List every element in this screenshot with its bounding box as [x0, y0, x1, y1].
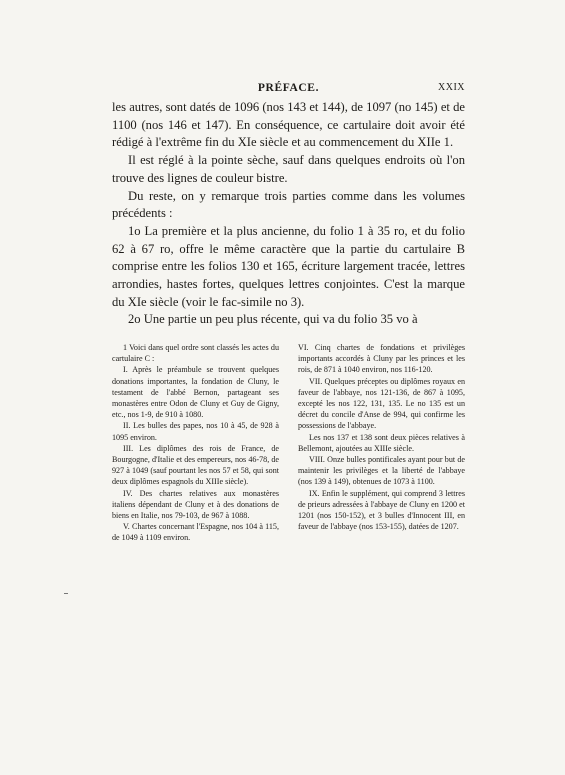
paragraph-part-one: 1o La première et la plus ancienne, du folio 1 à 35 ro, et du folio 62 à 67 ro, offre le même caractère que la partie du cartulaire B comprise entre les folios 130 et 165, écriture largement tracée, lettres arrondies, hastes fortes, quelques lettres conjointes. C'est la marque du XIe siècle (voir le fac-simile no 3).: [112, 223, 465, 309]
footnote-item: III. Les diplômes des rois de France, de Bourgogne, d'Italie et des empereurs, nos 46-78, de 927 à 1049 (sauf pourtant les nos 57 et 58, qui sont deux diplômes espagnols du XIIIe siècle).: [112, 443, 279, 487]
paragraph-part-two: 2o Une partie un peu plus récente, qui va du folio 35 vo à: [128, 312, 418, 327]
margin-mark: [64, 593, 68, 594]
footnote-column-right: [298, 342, 465, 544]
paragraph-dates: les autres, sont datés de 1096 (nos 143 et 144), de 1097 (no 145) et de 1100 (nos 146 et 147). En conséquence, ce cartulaire doit avoir été rédigé à l'extrême fin du XIe siècle et au commencement du XIIe 1.: [112, 100, 465, 150]
footnote-item: VII. Quelques préceptes ou diplômes royaux en faveur de l'abbaye, nos 121-136, de 867 à 1095, excepté les nos 122, 131, 135. Le no 135 est un décret du concile d'Anse de 994, qui confirme les possessions de l'abbaye.: [298, 376, 465, 431]
paragraph-three-parts: Du reste, on y remarque trois parties comme dans les volumes précédents :: [112, 188, 465, 221]
footnote-item: IX. Enfin le supplément, qui comprend 3 lettres de prieurs adressées à l'abbaye de Cluny en 1200 et 1201 (nos 150-152), et 3 bulles d'Innocent III, en faveur de l'abbaye (nos 153-155), datées de 1207.: [298, 488, 465, 532]
footnote-intro: 1 Voici dans quel ordre sont classés les actes du cartulaire C :: [112, 343, 279, 364]
main-text: [112, 99, 465, 329]
page-header: [112, 82, 465, 98]
footnote-item: I. Après le préambule se trouvent quelques donations importantes, la fondation de Cluny, le testament de l'abbé Bernon, partageant ses monastères entre Odon de Cluny et Guy de Gigny, etc., nos 1-9, de 910 à 1080.: [112, 365, 279, 420]
page-number: XXIX: [438, 82, 465, 93]
footnote-item: VIII. Onze bulles pontificales ayant pour but de maintenir les privilèges et la liberté de l'abbaye (nos 139 à 149), obtenues de 1073 à 1100.: [298, 455, 465, 487]
footnote-item: VI. Cinq chartes de fondations et privilèges importants accordés à Cluny par les princes et les rois, de 871 à 1040 environ, nos 116-120.: [298, 343, 465, 375]
paragraph-ruling: Il est réglé à la pointe sèche, sauf dans quelques endroits où l'on trouve des lignes de couleur bistre.: [112, 153, 465, 185]
footnote-item: IV. Des chartes relatives aux monastères italiens dépendant de Cluny et à des donations de biens en Italie, nos 79-103, de 967 à 1088.: [112, 488, 279, 521]
footnote-item: II. Les bulles des papes, nos 10 à 45, de 928 à 1095 environ.: [112, 421, 279, 442]
footnotes: [112, 342, 465, 544]
footnote-item: V. Chartes concernant l'Espagne, nos 104 à 115, de 1049 à 1109 environ.: [112, 522, 279, 543]
footnote-column-left: [112, 342, 279, 544]
running-title: PRÉFACE.: [257, 82, 320, 94]
footnote-item: Les nos 137 et 138 sont deux pièces relatives à Bellemont, ajoutées au XIIIe siècle.: [298, 432, 465, 453]
